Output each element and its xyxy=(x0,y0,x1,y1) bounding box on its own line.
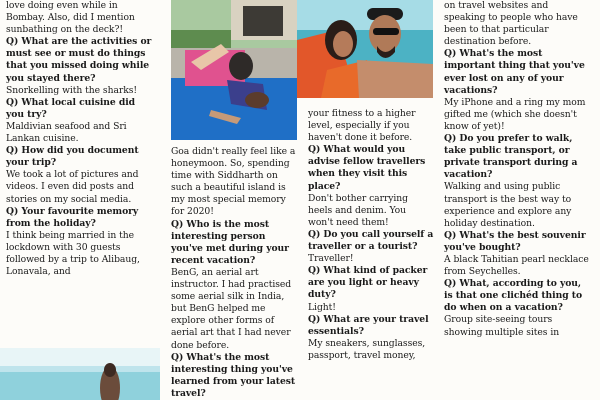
question: Q) What are the activities or must see or must do things that you missed doing while you stayed there? xyxy=(6,36,152,84)
answer: BenG, an aerial art instructor. I had practised some aerial silk in India, but BenG helped me explore other forms of aerial art that I had never done before. xyxy=(171,266,292,351)
answer: Don't bother carrying heels and denim. You won't need them! xyxy=(308,192,409,228)
column-4-lead: on travel websites and speaking to people who have been to that particular destination before. xyxy=(444,0,578,48)
answer: Traveller! xyxy=(308,253,354,265)
answer: My iPhone and a ring my mom gifted me (which she doesn't know of yet)! xyxy=(444,96,586,132)
answer: My sneakers, sunglasses, passport, travel money, xyxy=(308,337,426,361)
question: Q) What local cuisine did you try? xyxy=(6,96,136,120)
answer: Light! xyxy=(308,301,336,313)
beach-photo xyxy=(0,348,160,400)
column-3-lead: your fitness to a higher level, especially if you haven't done it before. xyxy=(308,108,416,144)
question: Q) What's the most important thing that you've ever lost on any of your vacations? xyxy=(444,48,585,96)
column-1 xyxy=(6,0,156,278)
answer: Walking and using public transport is the best way to experience and explore any holiday destination. xyxy=(444,181,572,229)
question: Q) Your favourite memory from the holiday? xyxy=(6,205,139,229)
column-2-lead: Goa didn't really feel like a honeymoon. So, spending time with Siddharth on such a beautiful island is my most special memory for 2020! xyxy=(171,146,296,218)
question: Q) Do you prefer to walk, take public transport, or private transport during a vacation? xyxy=(444,133,578,181)
column-4 xyxy=(444,0,592,339)
question: Q) What are your travel essentials? xyxy=(308,313,429,337)
column-1-lead: love doing even while in Bombay. Also, did I mention sunbathing on the deck?! xyxy=(6,0,135,36)
aerial-yoga-photo xyxy=(171,0,297,140)
answer: A black Tahitian pearl necklace from Seychelles. xyxy=(444,253,589,278)
answer: Snorkelling with the sharks! xyxy=(6,84,138,96)
answer: I think being married in the lockdown with 30 guests followed by a trip to Alibaug, Lonavala, and xyxy=(6,229,140,278)
answer: Group site-seeing tours showing multiple sites in xyxy=(444,314,560,338)
question: Q) What would you advise fellow travellers when they visit this place? xyxy=(308,144,426,192)
column-3 xyxy=(308,108,434,362)
question: Q) How did you document your trip? xyxy=(6,145,139,169)
answer: We took a lot of pictures and videos. I even did posts and stories on my social media. xyxy=(6,169,139,205)
question: Q) What's the most interesting thing you've learned from your latest travel? xyxy=(171,351,296,399)
column-2 xyxy=(171,146,297,400)
question: Q) What kind of packer are you light or heavy duty? xyxy=(308,265,428,301)
question: Q) What's the best souvenir you've bought? xyxy=(444,229,586,253)
answer: Maldivian seafood and Sri Lankan cuisine. xyxy=(6,120,127,145)
question: Q) Do you call yourself a traveller or a tourist? xyxy=(308,228,434,253)
question: Q) What, according to you, is that one clichéd thing to do when on a vacation? xyxy=(444,278,583,314)
couple-selfie-photo xyxy=(297,0,433,98)
question: Q) Who is the most interesting person you've met during your recent vacation? xyxy=(171,218,289,266)
